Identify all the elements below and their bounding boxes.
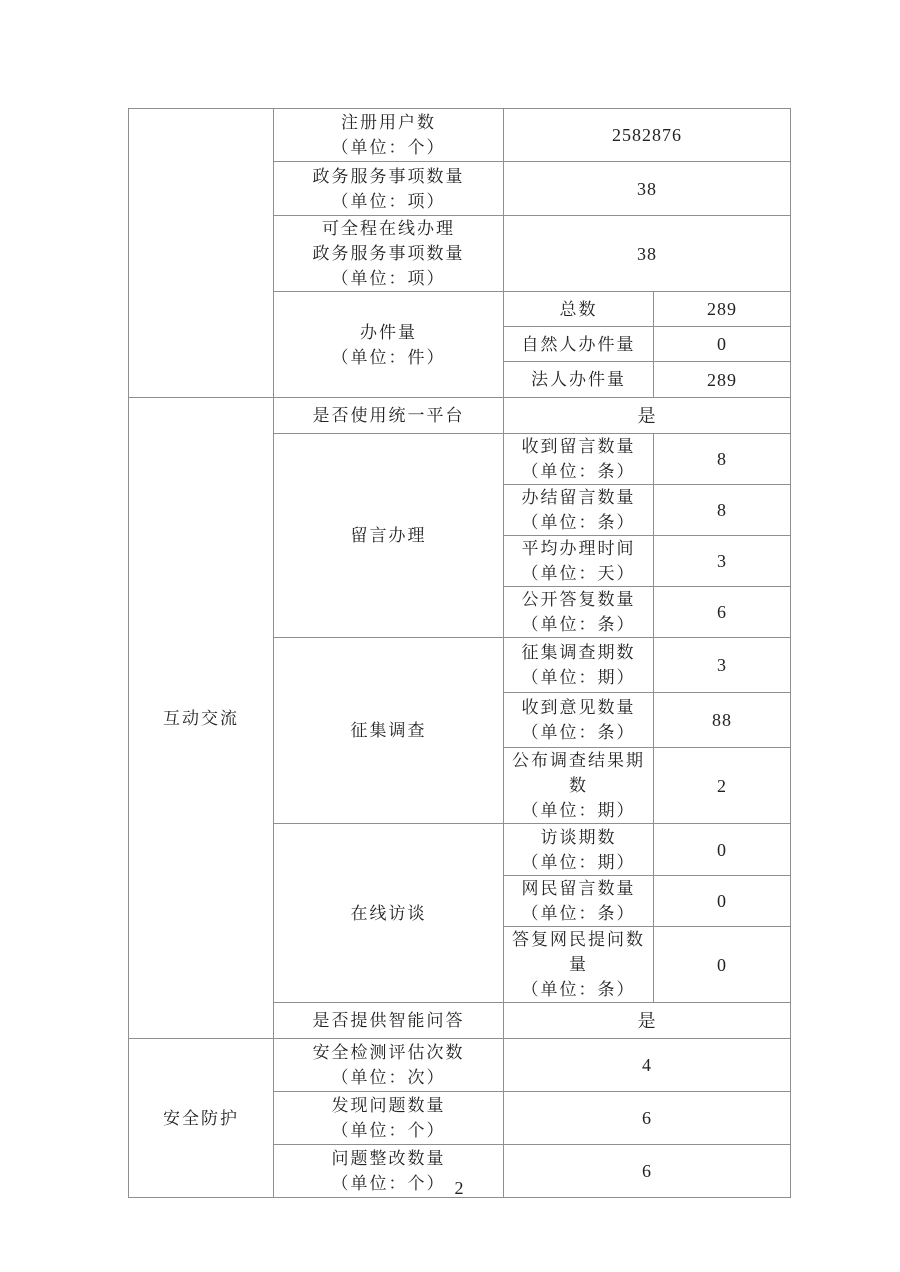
category-cell-interaction: 互动交流 [129,398,274,1039]
subitem-value-case-total: 289 [654,292,791,327]
metric-name: 问题整改数量 [331,1149,446,1168]
table-row [129,109,791,162]
metric-name: 答复网民提问数量 [512,930,645,974]
metric-value-service-items: 38 [504,162,791,216]
subitem-value-interview-periods: 0 [654,824,791,876]
metric-label-service-items [274,162,504,216]
subitem-label-survey-opinions [504,693,654,748]
metric-name: 公开答复数量 [521,590,636,609]
subitem-value-avg-handling-days: 3 [654,536,791,587]
metric-label-problems-found [274,1092,504,1145]
metric-label-security-assessments [274,1039,504,1092]
subitem-value-netizen-messages: 0 [654,876,791,927]
table-row [129,398,791,434]
subitem-label-netizen-messages [504,876,654,927]
metric-unit: （单位：个） [331,1121,446,1140]
metric-label-full-online-items [274,216,504,292]
group-label-message-handling: 留言办理 [274,434,504,638]
metric-unit: （单位：个） [331,1174,446,1193]
metric-label-registered-users [274,109,504,162]
page-number: 2 [454,1178,464,1198]
metric-unit: （单位：条） [521,980,636,999]
group-label-survey: 征集调查 [274,638,504,824]
metric-name: 安全检测评估次数 [312,1043,465,1062]
subitem-value-messages-completed: 8 [654,485,791,536]
metric-value-problems-rectified: 6 [504,1145,791,1198]
metric-name: 收到意见数量 [521,698,636,717]
metric-value-security-assessments: 4 [504,1039,791,1092]
metric-name: 访谈期数 [540,827,617,847]
metric-unit: （单位：期） [521,852,636,872]
metric-unit: （单位：条） [521,513,636,532]
metric-name: 征集调查期数 [521,643,636,662]
subitem-value-natural-person: 0 [654,327,791,362]
metric-value-problems-found: 6 [504,1092,791,1145]
metric-name: 可全程在线办理 [322,219,455,238]
metric-value-smart-qa: 是 [504,1003,791,1039]
metric-unit: （单位：期） [521,801,636,820]
metric-unit: （单位：条） [521,615,636,634]
metric-unit: （单位：期） [521,668,636,687]
category-cell-empty [129,109,274,398]
metric-unit: （单位：个） [331,138,446,157]
subitem-label-legal-person: 法人办件量 [504,362,654,398]
metric-unit: （单位：天） [521,564,636,583]
subitem-label-survey-periods [504,638,654,693]
metric-unit: （单位：项） [331,269,446,288]
subitem-label-avg-handling-days [504,536,654,587]
subitem-label-interview-periods [504,824,654,876]
metric-value-unified-platform: 是 [504,398,791,434]
metric-unit: （单位：条） [521,723,636,742]
group-label-case-volume [274,292,504,398]
metric-value-registered-users: 2582876 [504,109,791,162]
metric-name: 平均办理时间 [521,539,636,558]
metric-name: 收到留言数量 [521,437,636,456]
metric-name: 办结留言数量 [521,488,636,507]
metric-value-full-online-items: 38 [504,216,791,292]
metric-name: 发现问题数量 [331,1096,446,1115]
subitem-value-netizen-replies: 0 [654,927,791,1003]
metric-name: 网民留言数量 [521,879,636,898]
metric-unit: （单位：次） [331,1068,446,1087]
subitem-label-messages-received [504,434,654,485]
subitem-value-legal-person: 289 [654,362,791,398]
subitem-label-case-total: 总数 [504,292,654,327]
subitem-value-public-replies: 6 [654,587,791,638]
metric-unit: （单位：条） [521,462,636,481]
metric-unit: （单位：项） [331,191,446,211]
metric-unit: （单位：条） [521,904,636,923]
subitem-value-messages-received: 8 [654,434,791,485]
subitem-value-survey-results: 2 [654,748,791,824]
metric-name: 政务服务事项数量 [312,244,465,263]
subitem-label-survey-results [504,748,654,824]
metric-name: 公布调查结果期数 [512,751,645,795]
metric-label-smart-qa: 是否提供智能问答 [274,1003,504,1039]
category-cell-security: 安全防护 [129,1039,274,1198]
subitem-value-survey-periods: 3 [654,638,791,693]
metric-name: 注册用户数 [341,113,436,132]
group-label-online-interview: 在线访谈 [274,824,504,1003]
subitem-label-public-replies [504,587,654,638]
group-name: 办件量 [360,322,417,342]
metric-label-unified-platform: 是否使用统一平台 [274,398,504,434]
subitem-value-survey-opinions: 88 [654,693,791,748]
subitem-label-messages-completed [504,485,654,536]
table-row [129,1039,791,1092]
group-unit: （单位：件） [331,347,446,367]
subitem-label-natural-person: 自然人办件量 [504,327,654,362]
subitem-label-netizen-replies [504,927,654,1003]
statistics-table [128,108,791,1198]
metric-name: 政务服务事项数量 [312,166,465,186]
